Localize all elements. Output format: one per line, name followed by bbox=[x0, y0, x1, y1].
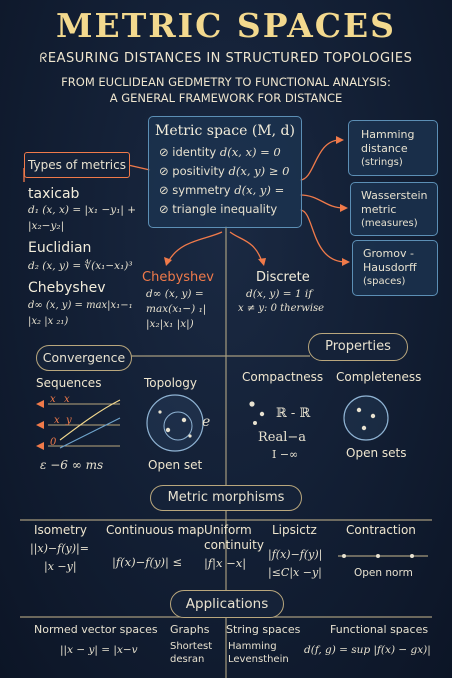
metric-space-box bbox=[148, 116, 302, 228]
strings-hamming: Hamming bbox=[228, 641, 277, 652]
applications-pill: Applications bbox=[170, 590, 284, 618]
tagline-line2: A GENERAL FRAMEWORK FOR DISTANCE bbox=[109, 91, 343, 105]
compactness-label: Compactness bbox=[242, 370, 324, 384]
open-sets-label: Open sets bbox=[346, 446, 407, 460]
r-text: ℝ - ℝ bbox=[276, 406, 311, 421]
taxicab-formula-2: |x₂−y₂| bbox=[28, 220, 65, 232]
convergence-pill: Convergence bbox=[36, 345, 132, 371]
string-spaces-label: String spaces bbox=[226, 623, 301, 636]
euclid-formula: d₂ (x, y) = ∜(x₁−x₁)³ bbox=[28, 260, 133, 272]
isometry-formula-2: |x −y| bbox=[44, 560, 77, 573]
uniform-formula: |f|x −x| bbox=[204, 556, 247, 570]
axiom-identity: ⊘ identity d(x, x) = 0 bbox=[159, 145, 281, 159]
discrete-name: Discrete bbox=[256, 270, 310, 285]
axiom-list bbox=[159, 143, 301, 219]
discrete-formula-1: d(x, y) = 1 if bbox=[246, 288, 313, 300]
subtitle: ᖇEASURING DISTANCES IN STRUCTURED TOPOLOGIES bbox=[39, 51, 413, 66]
taxicab-formula-1: d₁ (x, x) = |x₁ −y₁| + bbox=[28, 204, 137, 216]
metric-space-title: Metric space (M, d) bbox=[155, 123, 295, 139]
topology-label: Topology bbox=[144, 376, 197, 390]
hamming-box: Hamming distance (strings) bbox=[348, 120, 438, 176]
seq-x1: x bbox=[50, 394, 56, 405]
discrete-formula-2: x ≠ y: 0 therwise bbox=[238, 303, 325, 314]
functional-formula: d(f, g) = sup |f(x) − gx)| bbox=[304, 644, 431, 656]
properties-pill: Properties bbox=[308, 333, 408, 361]
seq-x2: x bbox=[64, 394, 70, 405]
lipsictz-formula-1: |f(x)−f(y)| bbox=[268, 548, 323, 561]
tagline-line1: FROM EUCLIDEAN GEDMETRY TO FUNCTIONAL ANALYSIS: bbox=[61, 75, 391, 89]
euclid-name: Euclidian bbox=[28, 240, 92, 256]
i-inf-text: I −∞ bbox=[272, 448, 299, 461]
completeness-label: Completeness bbox=[336, 370, 422, 384]
graphs-desran: desran bbox=[170, 654, 205, 665]
chebyshev-center-f3: |x₂|x₁ |x|) bbox=[146, 318, 194, 330]
open-norm-label: Open norm bbox=[354, 567, 413, 579]
graphs-label: Graphs bbox=[170, 623, 210, 636]
chebyshev-formula-1: d∞ (x, y) = max|x₁−₁ bbox=[28, 300, 133, 311]
normed-spaces-label: Normed vector spaces bbox=[34, 623, 158, 636]
chebyshev-name: Chebyshev bbox=[28, 280, 106, 296]
tagline bbox=[0, 74, 452, 106]
chebyshev-center-f1: d∞ (x, y) = bbox=[146, 288, 204, 300]
seq-y: y bbox=[66, 415, 72, 426]
wasserstein-box: Wasserstein metric (measures) bbox=[350, 182, 438, 236]
contraction-label: Contraction bbox=[346, 523, 416, 537]
axiom-positivity: ⊘ positivity d(x, y) ≥ 0 bbox=[159, 164, 290, 178]
chebyshev-formula-2: |x₂ |x ₂₁) bbox=[28, 316, 69, 327]
epsilon-text: ε −6 ∞ ms bbox=[40, 458, 104, 472]
metric-morphisms-pill: Metric morphisms bbox=[150, 485, 302, 511]
check-icon: ⊘ bbox=[159, 183, 169, 197]
sequences-label: Sequences bbox=[36, 376, 102, 390]
uniform-label: Uniform bbox=[204, 523, 252, 537]
continuous-formula: |f(x)−f(y)| ≤ bbox=[112, 555, 183, 569]
gromov-hausdorff-box: Gromov - Hausdorff (spaces) bbox=[352, 240, 438, 296]
lipsictz-label: Lipsictz bbox=[272, 523, 317, 537]
open-set-label: Open set bbox=[148, 458, 203, 472]
check-icon: ⊘ bbox=[159, 145, 169, 159]
chebyshev-center-name: Chebyshev bbox=[142, 270, 214, 285]
check-icon: ⊘ bbox=[159, 202, 169, 216]
check-icon: ⊘ bbox=[159, 164, 169, 178]
lipsictz-formula-2: |≤C|x −y| bbox=[268, 566, 322, 579]
real-a-text: Real−a bbox=[258, 430, 307, 445]
topology-e: e bbox=[202, 414, 211, 430]
taxicab-name: taxicab bbox=[28, 186, 80, 202]
isometry-label: Isometry bbox=[34, 523, 87, 537]
axiom-symmetry: ⊘ symmetry d(x, y) = bbox=[159, 183, 285, 197]
seq-zero: 0 bbox=[50, 437, 57, 448]
axiom-triangle: ⊘ triangle inequality bbox=[159, 202, 278, 216]
seq-x3: x bbox=[54, 415, 60, 426]
normed-formula: ||x − y| = |x−v bbox=[60, 644, 138, 656]
types-of-metrics-label: Types of metrics bbox=[24, 152, 130, 178]
chebyshev-center-f2: max(x₁−) ₁| bbox=[146, 303, 207, 315]
continuous-map-label: Continuous map bbox=[106, 523, 205, 537]
strings-levenshtein: Levensthein bbox=[228, 654, 289, 665]
main-title: METRIC SPACES bbox=[56, 6, 396, 45]
continuity-label: continuity bbox=[204, 538, 264, 552]
isometry-formula-1: ||x)−f(y)|= bbox=[30, 542, 89, 555]
graphs-shortest: Shortest bbox=[170, 641, 213, 652]
functional-spaces-label: Functional spaces bbox=[330, 623, 429, 636]
